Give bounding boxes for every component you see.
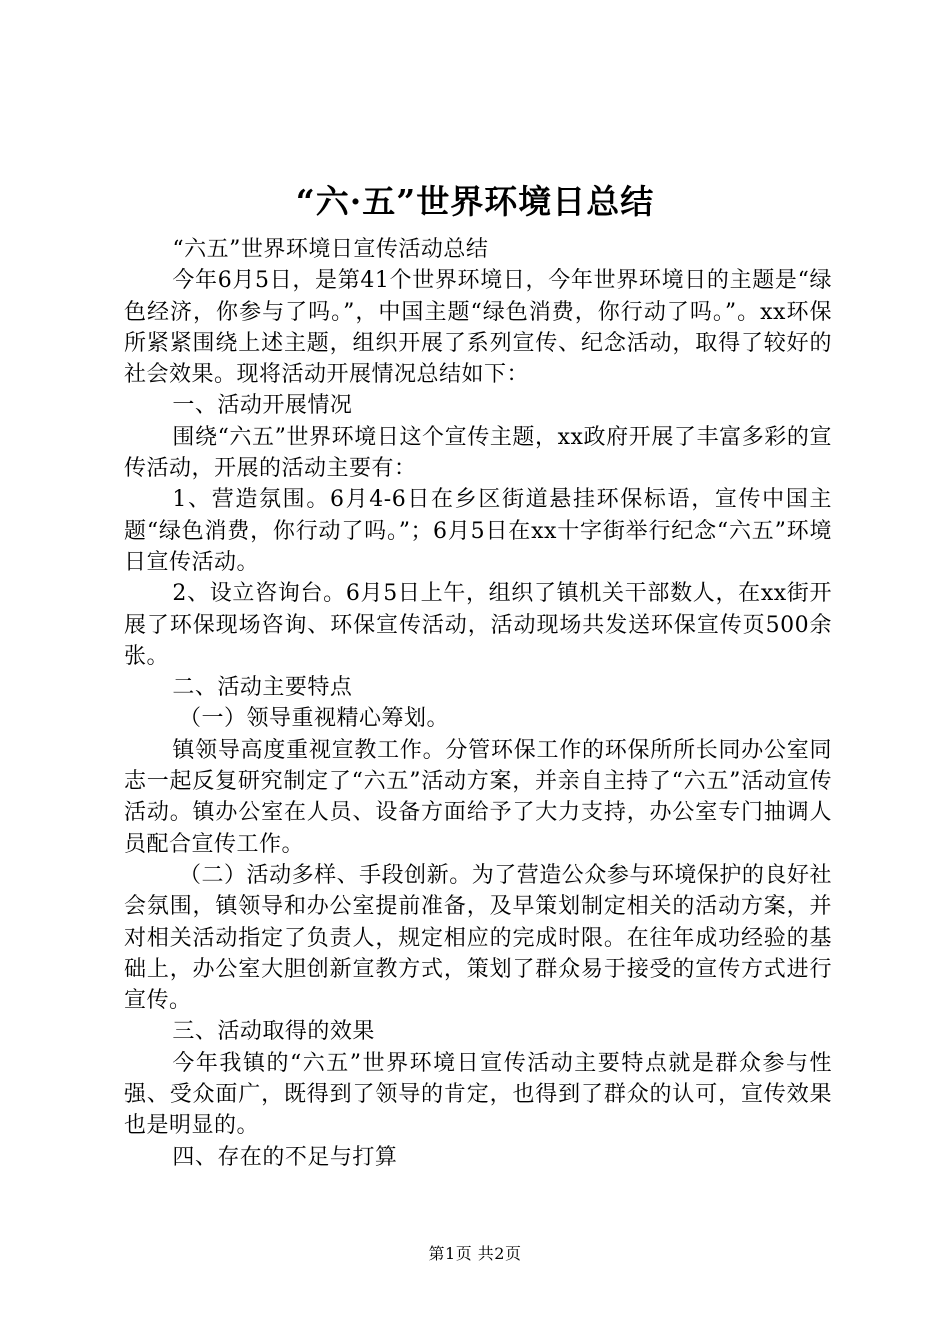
body-paragraph: 1、营造氛围。6月4-6日在乡区街道悬挂环保标语，宣传中国主题“绿色消费，你行动了吗。”；6月5日在xx十字街举行纪念“六五”环境日宣传活动。 [124,487,832,575]
subtitle-paragraph: “六五”世界环境日宣传活动总结 [172,237,489,262]
body-paragraph: 2、设立咨询台。6月5日上午，组织了镇机关干部数人，在xx街开展了环保现场咨询、环保宣传活动，活动现场共发送环保宣传页500余张。 [124,581,832,669]
page-number-footer: 第1页 共2页 [428,1244,522,1263]
section-heading-1: 一、活动开展情况 [172,393,353,419]
section-heading-2: 二、活动主要特点 [172,675,353,701]
body-paragraph: 镇领导高度重视宣教工作。分管环保工作的环保所所长同办公室同志一起反复研究制定了“六五”活动方案，并亲自主持了“六五”活动宣传活动。镇办公室在人员、设备方面给予了大力支持，办公室专门抽调人员配合宣传工作。 [124,737,832,857]
section-heading-4: 四、存在的不足与打算 [172,1144,398,1170]
document-title: “六·五”世界环境日总结 [295,182,655,221]
body-paragraph: 今年我镇的“六五”世界环境日宣传活动主要特点就是群众参与性强、受众面广，既得到了领导的肯定，也得到了群众的认可，宣传效果也是明显的。 [124,1050,832,1139]
body-paragraph: （二）活动多样、手段创新。为了营造公众参与环境保护的良好社会氛围，镇领导和办公室提前准备，及早策划制定相关的活动方案，并对相关活动指定了负责人，规定相应的完成时限。在往年成功经验的基础上，办公室大胆创新宣教方式，策划了群众易于接受的宣传方式进行宣传。 [124,862,832,1014]
subsection-heading: （一）领导重视精心筹划。 [179,706,450,732]
body-paragraph: 围绕“六五”世界环境日这个宣传主题，xx政府开展了丰富多彩的宣传活动，开展的活动主要有： [124,424,832,482]
intro-paragraph: 今年6月5日，是第41个世界环境日，今年世界环境日的主题是“绿色经济，你参与了吗。”，中国主题“绿色消费，你行动了吗。”。xx环保所紧紧围绕上述主题，组织开展了系列宣传、纪念活动，取得了较好的社会效果。现将活动开展情况总结如下： [124,268,832,388]
section-heading-3: 三、活动取得的效果 [172,1019,375,1045]
document-body [124,234,832,1173]
